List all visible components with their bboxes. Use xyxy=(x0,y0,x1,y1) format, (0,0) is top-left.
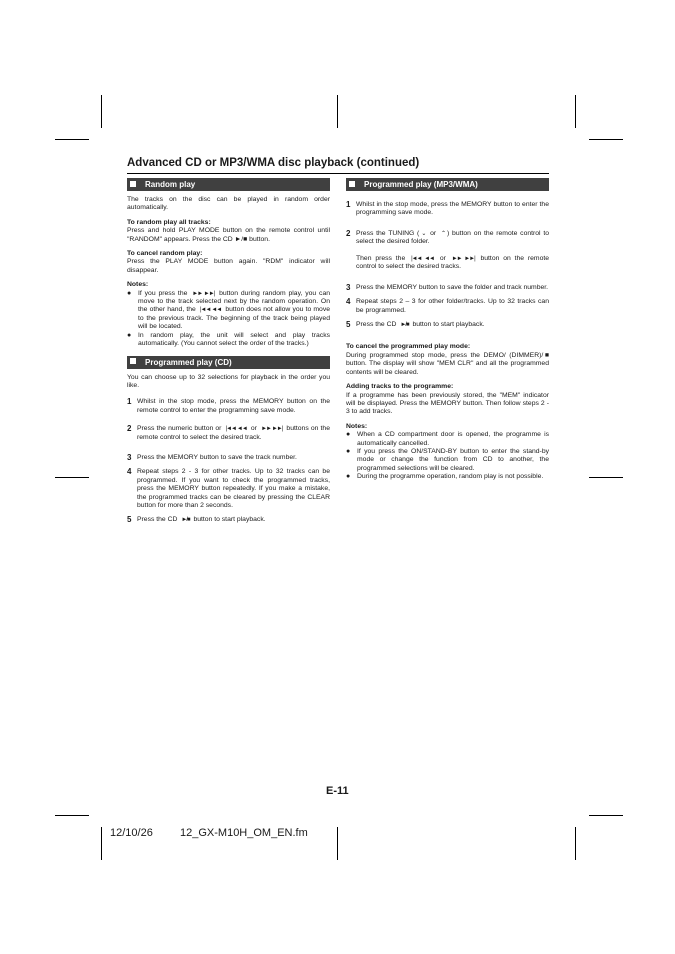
random-note-2 xyxy=(127,332,330,349)
section-heading-random-play xyxy=(127,178,330,191)
crop-mark xyxy=(575,95,576,128)
section-heading-programmed-mp3 xyxy=(346,178,549,191)
prog-note-2 xyxy=(346,448,549,473)
prog-mp3-step-3: 3 Press the MEMORY button to save the folder and track number. xyxy=(346,282,549,292)
note-text: button does not allow you to move to the previous track. The beginning of the track being played will be located. xyxy=(138,306,330,331)
prog-cd-step-1: 1 Whilst in the stop mode, press the MEMORY button on the remote control to enter the programming save mode. xyxy=(127,397,330,414)
adding-title: Adding tracks to the programme: xyxy=(346,383,454,391)
bullet-icon: ● xyxy=(346,431,351,439)
step-text: ) button on the remote control to select the desired folder. xyxy=(356,229,550,246)
right-column xyxy=(346,178,549,482)
random-all-title: To random play all tracks: xyxy=(127,218,211,226)
prog-cancel-title: To cancel the programmed play mode: xyxy=(346,343,471,351)
crop-mark xyxy=(575,827,576,860)
footer-date: 12/10/26 xyxy=(110,827,153,839)
prog-note-3 xyxy=(346,473,549,481)
note-text: If you press the ON/STAND-BY button to enter the stand-by mode or change the function from CD to another, the programmed selections will be cleared. xyxy=(357,447,549,472)
adding-text: If a programme has been previously stored, the "MEM" indicator will be displayed. Press the MEMORY button. Then follow steps 2 - 3 to add tracks. xyxy=(346,391,549,416)
heading-text: Programmed play (CD) xyxy=(145,357,232,367)
step-text: button to start playback. xyxy=(412,321,485,329)
step-text: buttons on the remote control to select the desired track. xyxy=(137,425,330,441)
step-text: Press the TUNING ( xyxy=(356,229,420,237)
left-column xyxy=(127,178,330,531)
crop-mark xyxy=(55,477,89,478)
note-text: In random play, the unit will select and play tracks automatically. (You cannot select the order of the tracks.) xyxy=(138,331,330,348)
prog-cd-step-2: 2 Press the numeric button or |◄◄ ◄◄ or ►► ►►| buttons on the remote control to select the desired track. xyxy=(127,424,330,441)
random-all-text: Press and hold PLAY MODE button on the remote control until "RANDOM" appears. Press the CD ►/■ button. xyxy=(127,227,330,243)
bullet-icon: ● xyxy=(127,331,132,339)
bullet-icon: ● xyxy=(346,447,351,455)
step-text: or xyxy=(430,229,437,237)
prog-cd-step-5: 5 Press the CD ►/■ button to start playback. xyxy=(127,515,266,525)
step-text: Whilst in the stop mode, press the MEMORY button on the remote control to enter the programming save mode. xyxy=(137,398,330,414)
square-bullet-icon xyxy=(130,181,136,187)
prog-notes-title: Notes: xyxy=(346,422,368,430)
step-text: or xyxy=(250,425,257,433)
step-text: Press the numeric button or xyxy=(137,425,222,433)
title-rule xyxy=(127,173,549,174)
prog-cd-step-3: 3 Press the MEMORY button to save the track number. xyxy=(127,454,330,462)
crop-mark xyxy=(589,815,623,816)
step-text: Whilst in the stop mode, press the MEMORY button to enter the programming save mode. xyxy=(356,201,549,217)
crop-mark xyxy=(589,139,623,140)
heading-text: Random play xyxy=(145,180,196,189)
play-stop-icon: ►/■ xyxy=(400,322,409,329)
crop-mark xyxy=(337,827,338,860)
prog-mp3-step-1: 1 Whilst in the stop mode, press the MEMORY button to enter the programming save mode. xyxy=(346,200,549,217)
page-number: E-11 xyxy=(326,785,349,797)
skip-back-icon: |◄◄ ◄◄ xyxy=(411,256,434,263)
random-notes-title: Notes: xyxy=(127,281,149,289)
step-text: button to start playback. xyxy=(193,516,266,524)
crop-mark xyxy=(55,139,89,140)
prog-mp3-step-2: 2 Press the TUNING ( ⌄ or ⌃ ) button on the remote control to select the desired folder. Then press the |◄◄ ◄◄ or ►► ►►| button on the remote control to select the desired tracks. xyxy=(346,228,550,271)
skip-back-icon: |◄◄ ◄◄ xyxy=(199,307,222,314)
step-text: button on the remote control to select the desired tracks. xyxy=(356,255,550,271)
note-text: When a CD compartment door is opened, the programme is automatically cancelled. xyxy=(357,431,549,447)
prog-mp3-step-4: 4 Repeat steps 2 – 3 for other folder/tracks. Up to 32 tracks can be programmed. xyxy=(346,297,549,314)
prog-note-1 xyxy=(346,431,549,448)
bullet-icon: ● xyxy=(346,473,351,481)
prog-mp3-step-5: 5 Press the CD ►/■ button to start playback. xyxy=(346,320,485,330)
crop-mark xyxy=(337,95,338,128)
note-text: During the programme operation, random play is not possible. xyxy=(357,473,544,481)
square-bullet-icon xyxy=(130,358,136,364)
page-title: Advanced CD or MP3/WMA disc playback (continued) xyxy=(127,157,420,169)
footer-filename: 12_GX-M10H_OM_EN.fm xyxy=(180,827,308,839)
section-heading-programmed-cd xyxy=(127,356,330,369)
step-text: Repeat steps 2 - 3 for other tracks. Up to 32 tracks can be programmed. If you want to check the programmed tracks, press the MEMORY button repeatedly. If you make a mistake, the programmed tracks can be cleared by pressing the CLEAR button for more than 2 seconds. xyxy=(137,468,330,509)
crop-mark xyxy=(589,477,623,478)
step-text: or xyxy=(439,255,446,263)
step-text: Then press the xyxy=(356,255,406,263)
skip-forward-icon: ►► ►►| xyxy=(451,256,475,263)
chevron-up-icon: ⌃ xyxy=(440,230,445,237)
crop-mark xyxy=(55,815,89,816)
heading-text: Programmed play (MP3/WMA) xyxy=(364,180,478,189)
note-text: If you press the xyxy=(138,289,188,297)
random-note-1 xyxy=(127,290,330,332)
step-text: Press the CD xyxy=(356,321,397,329)
skip-forward-icon: ►► ►►| xyxy=(261,426,283,433)
note-text: button during random play, you can move to the track selected next by the random operation. On the other hand, the xyxy=(138,289,331,314)
crop-mark xyxy=(101,827,102,860)
prog-cd-intro: You can choose up to 32 selections for playback in the order you like. xyxy=(127,373,330,389)
random-intro: The tracks on the disc can be played in random order automatically. xyxy=(127,196,330,212)
random-cancel-text: Press the PLAY MODE button again. "RDM" indicator will disappear. xyxy=(127,258,330,274)
step-text: Press the MEMORY button to save the track number. xyxy=(137,453,297,461)
step-text: Repeat steps 2 – 3 for other folder/tracks. Up to 32 tracks can be programmed. xyxy=(356,298,549,314)
skip-forward-icon: ►► ►►| xyxy=(192,290,215,297)
step-text: Press the MEMORY button to save the folder and track number. xyxy=(356,283,549,291)
prog-cd-step-4: 4 Repeat steps 2 - 3 for other tracks. Up to 32 tracks can be programmed. If you want to check the programmed tracks, press the MEMORY button repeatedly. If you make a mistake, the programmed tracks can be cleared by pressing the CLEAR button for more than 2 seconds. xyxy=(127,467,330,509)
square-bullet-icon xyxy=(349,181,355,187)
step-text: Press the CD xyxy=(137,516,178,524)
play-stop-icon: ►/■ xyxy=(181,517,190,524)
chevron-down-icon: ⌄ xyxy=(421,230,426,237)
prog-cancel-text: During programmed stop mode, press the DEMO/ (DIMMER)/■ button. The display will show "MEM CLR" and all the programmed contents will be cleared. xyxy=(346,351,549,376)
skip-back-icon: |◄◄ ◄◄ xyxy=(225,426,247,433)
crop-mark xyxy=(101,95,102,128)
random-cancel-title: To cancel random play: xyxy=(127,250,203,258)
bullet-icon: ● xyxy=(127,289,132,297)
